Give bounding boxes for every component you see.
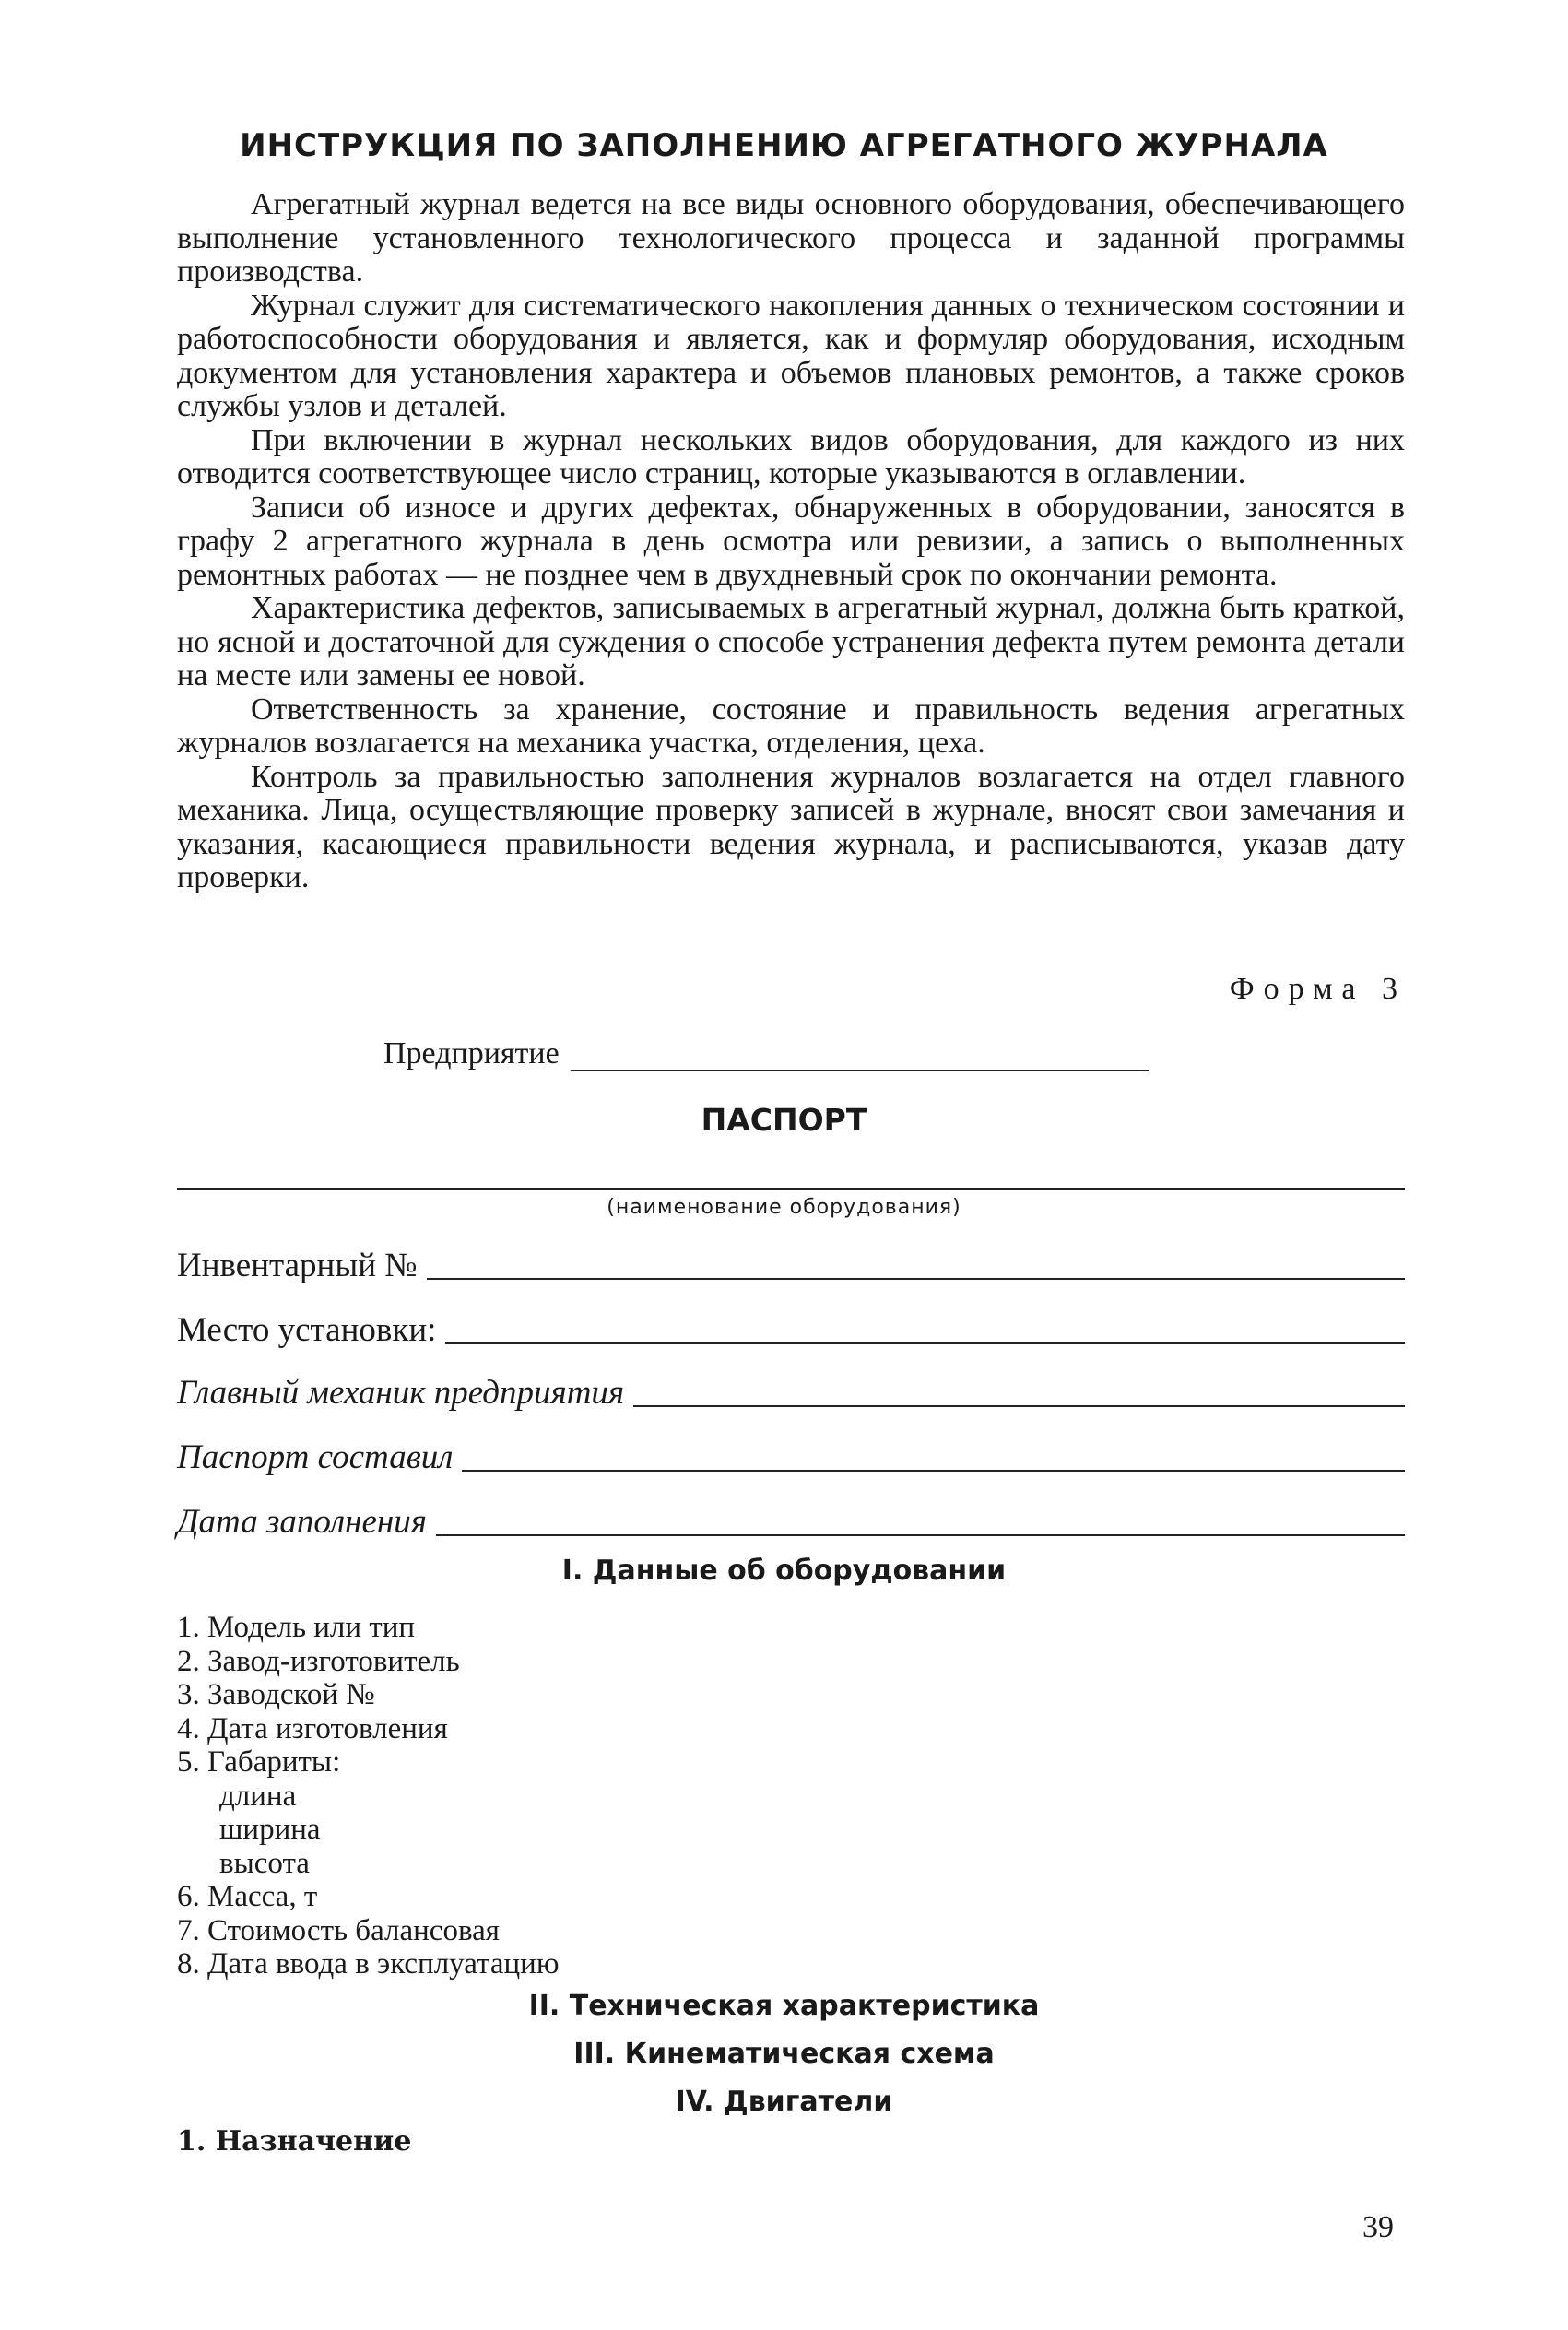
paragraph: Агрегатный журнал ведется на все виды основного оборудования, обеспечивающего выполнение установленного технологического процесса и заданной программы производства.	[177, 187, 1405, 289]
list-item: 4. Дата изготовления	[177, 1711, 448, 1745]
enterprise-label: Предприятие	[383, 1036, 560, 1070]
paragraph: Ответственность за хранение, состояние и правильность ведения агрегатных журналов возлагается на механика участка, отделения, цеха.	[177, 692, 1405, 760]
paragraph: Журнал служит для систематического накопления данных о техническом состоянии и работоспособности оборудования и является, как и формуляр оборудования, исходным документом для установления характера и объемов плановых ремонтов, а также сроков службы узлов и деталей.	[177, 288, 1405, 423]
list-item: 5. Габариты:	[177, 1745, 341, 1779]
list-item: 2. Завод-изготовитель	[177, 1644, 460, 1678]
equipment-name-line[interactable]	[177, 1188, 1405, 1190]
compiled-by-label: Паспорт составил	[177, 1438, 454, 1476]
compiled-by-field	[177, 1435, 1405, 1477]
motor-purpose-item: 1. Назначение	[177, 2125, 412, 2158]
section-equipment-data: I. Данные об оборудовании	[561, 1555, 1007, 1587]
section-kinematic-scheme: III. Кинематическая схема	[573, 2038, 995, 2070]
inventory-field	[177, 1243, 1405, 1285]
page-number: 39	[1362, 2210, 1394, 2244]
list-item: 6. Масса, т	[177, 1880, 318, 1913]
chief-mechanic-field	[177, 1370, 1405, 1413]
list-subitem: высота	[219, 1846, 310, 1880]
chief-mechanic-label: Главный механик предприятия	[177, 1374, 625, 1412]
list-subitem: ширина	[219, 1813, 321, 1846]
instruction-text	[177, 188, 1405, 895]
list-item: 8. Дата ввода в эксплуатацию	[177, 1947, 560, 1981]
section-technical-characteristics: II. Техническая характеристика	[528, 1990, 1040, 2022]
enterprise-field	[383, 1036, 1149, 1071]
compiled-by-input-line[interactable]	[462, 1470, 1405, 1472]
inventory-label: Инвентарный №	[177, 1247, 418, 1284]
inventory-input-line[interactable]	[427, 1278, 1405, 1280]
paragraph: Записи об износе и других дефектах, обнаруженных в оборудовании, заносятся в графу 2 агрегатного журнала в день осмотра или ревизии, а запись о выполненных ремонтных работах — не позднее чем в двухдневный срок по окончании ремонта.	[177, 490, 1405, 592]
section-motors: IV. Двигатели	[675, 2086, 893, 2118]
list-item: 1. Модель или тип	[177, 1611, 416, 1644]
passport-title: ПАСПОРТ	[701, 1102, 867, 1138]
location-label: Место установки:	[177, 1311, 437, 1349]
fill-date-input-line[interactable]	[436, 1534, 1405, 1536]
paragraph: При включении в журнал нескольких видов оборудования, для каждого из них отводится соответствующее число страниц, которые указываются в оглавлении.	[177, 422, 1405, 491]
paragraph: Контроль за правильностью заполнения журналов возлагается на отдел главного механика. Лица, осуществляющие проверку записей в журнале, вносят свои замечания и указания, касающиеся правильности ведения журнала, и расписываются, указав дату проверки.	[177, 759, 1405, 894]
list-item: 7. Стоимость балансовая	[177, 1913, 500, 1947]
paragraph: Характеристика дефектов, записываемых в агрегатный журнал, должна быть краткой, но ясной и достаточной для суждения о способе устранения дефекта путем ремонта детали на месте или замены ее новой.	[177, 591, 1405, 692]
list-item: 3. Заводской №	[177, 1678, 375, 1711]
enterprise-input-line[interactable]	[571, 1042, 1149, 1071]
location-field	[177, 1307, 1405, 1350]
form-label: Форма 3	[1229, 972, 1407, 1006]
chief-mechanic-input-line[interactable]	[633, 1405, 1405, 1407]
fill-date-field	[177, 1499, 1405, 1542]
list-subitem: длина	[219, 1779, 297, 1813]
equipment-name-caption: (наименование оборудования)	[607, 1196, 961, 1219]
equipment-data-list	[177, 1611, 559, 1981]
fill-date-label: Дата заполнения	[177, 1503, 427, 1541]
instruction-title: ИНСТРУКЦИЯ ПО ЗАПОЛНЕНИЮ АГРЕГАТНОГО ЖУРНАЛА	[240, 127, 1328, 164]
location-input-line[interactable]	[445, 1342, 1405, 1344]
